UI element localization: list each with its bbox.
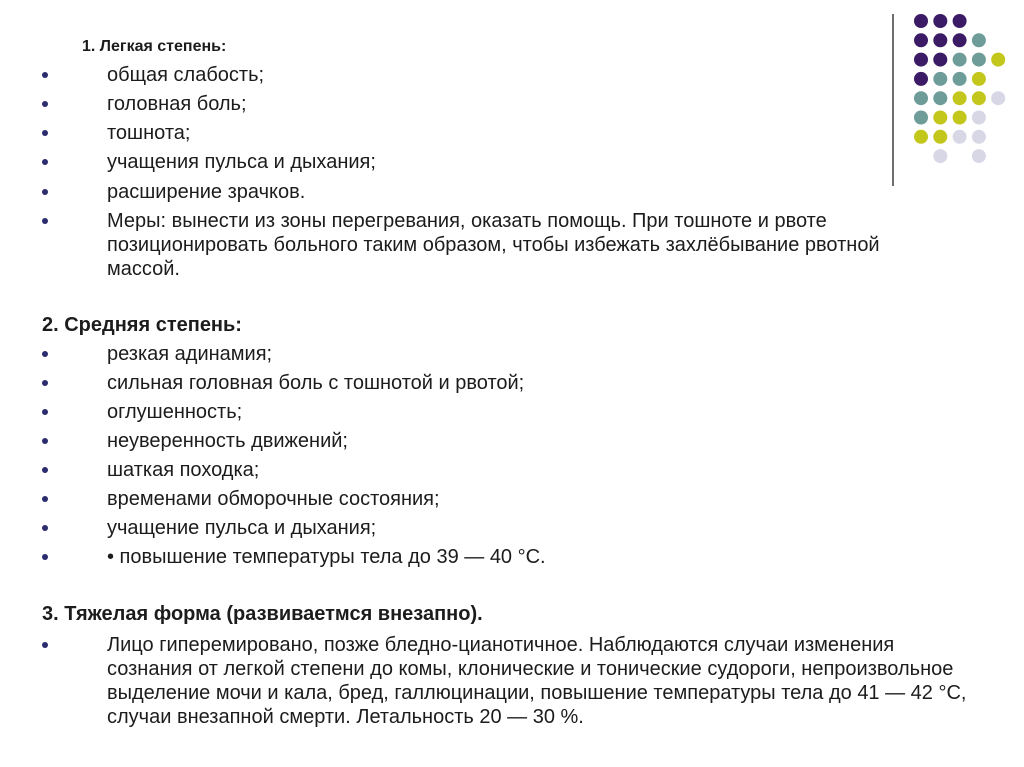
bullet-icon <box>42 351 48 357</box>
decor-dot-purple <box>914 33 928 47</box>
decor-dot-lime <box>991 53 1005 67</box>
decor-dot-lavender <box>991 91 1005 105</box>
decor-dot-lavender <box>972 111 986 125</box>
bullet-icon <box>42 525 48 531</box>
bullet-icon <box>42 467 48 473</box>
bullet-icon <box>42 159 48 165</box>
decor-dot-purple <box>953 14 967 28</box>
list-item: Лицо гиперемировано, позже бледно-цианотичное. Наблюдаются случаи изменения сознания от легкой степени до комы, клонические и тонические судороги, непроизвольное выделение мочи и кала, бред, галлюцинации, повышение температуры тела до 41 — 42 °С, случаи внезапной смерти. Летальность 20 — 30 %. <box>38 633 978 753</box>
decor-dot-purple <box>914 14 928 28</box>
decor-dot-lavender <box>972 130 986 144</box>
bullet-icon <box>42 438 48 444</box>
decor-dot-teal <box>972 53 986 67</box>
decor-dot-purple <box>933 14 947 28</box>
bullet-icon <box>42 72 48 78</box>
bullet-icon <box>42 409 48 415</box>
bullet-icon <box>42 642 48 648</box>
bullet-icon <box>42 380 48 386</box>
decor-dot-teal <box>972 33 986 47</box>
section-heading-severe: 3. Тяжелая форма (развиваетмся внезапно). <box>42 603 483 625</box>
section-heading-moderate: 2. Средняя степень: <box>42 314 242 336</box>
bullet-icon <box>42 496 48 502</box>
decor-dot-lime <box>972 72 986 86</box>
bullet-icon <box>42 218 48 224</box>
bullet-icon <box>42 189 48 195</box>
bullet-icon <box>42 130 48 136</box>
decor-dot-purple <box>953 33 967 47</box>
list-item: Меры: вынести из зоны перегревания, оказать помощь. При тошноте и рвоте позиционировать больного таким образом, чтобы избежать захлёбывание рвотной массой. <box>38 209 978 281</box>
bullet-icon <box>42 554 48 560</box>
decor-dot-purple <box>933 33 947 47</box>
decor-dot-lime <box>972 91 986 105</box>
bullet-icon <box>42 101 48 107</box>
decor-dot-lavender <box>972 149 986 163</box>
section-heading-mild: 1. Легкая степень: <box>82 38 227 55</box>
